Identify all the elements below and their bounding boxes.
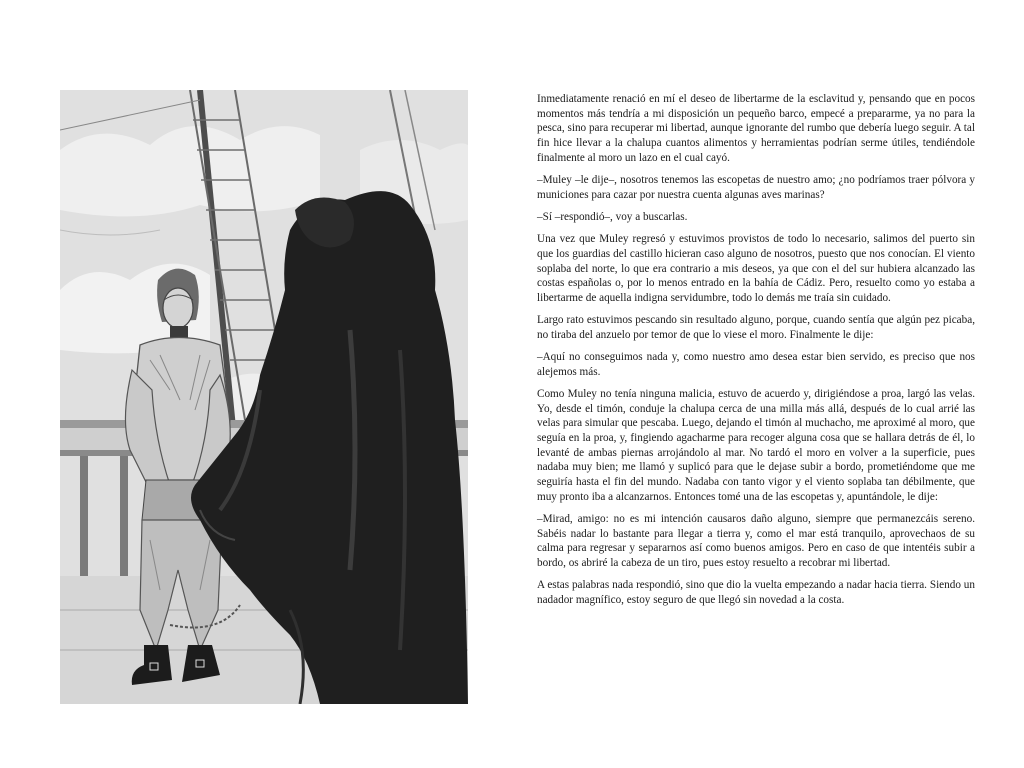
paragraph: Una vez que Muley regresó y estuvimos provistos de todo lo necesario, salimos del puerto sin que los guardias del castillo hicieran caso alguno de nosotros, puesto que nos conocían. El viento soplaba del norte, lo que era contrario a mis deseos, ya que con el del sur hubiera alcanzado las costas españolas o, por lo menos entrado en la bahía de Cádiz. Pero, resuelto como yo estaba a libertarme de aquella indigna servidumbre, todo lo demás me traía sin cuidado. xyxy=(537,233,975,304)
paragraph: –Aquí no conseguimos nada y, como nuestro amo desea estar bien servido, es preciso que nos alejemos más. xyxy=(537,351,975,378)
illustration-drawing xyxy=(60,90,468,704)
paragraph: –Muley –le dije–, nosotros tenemos las escopetas de nuestro amo; ¿no podríamos traer pólvora y municiones para cazar por nuestra cuenta algunas aves marinas? xyxy=(537,174,975,201)
paragraph: –Sí –respondió–, voy a buscarlas. xyxy=(537,210,688,223)
paragraph: Largo rato estuvimos pescando sin resultado alguno, porque, cuando sentía que algún pez picaba, no tiraba del anzuelo por temor de que lo viese el moro. Finalmente le dije: xyxy=(537,314,975,341)
illustration xyxy=(60,90,468,704)
story-text xyxy=(537,92,975,615)
paragraph: Inmediatamente renació en mí el deseo de libertarme de la esclavitud y, pensando que en pocos momentos más tendría a mi disposición un pequeño barco, empecé a prepararme, ya no para la pesca, sino para recuperar mi libertad, aunque ignorante del rumbo que debería luego seguir. A tal fin hice llevar a la chalupa cuantos alimentos y herramientas podrían serme útiles, tendiéndole finalmente al moro un lazo en el cual cayó. xyxy=(537,93,975,164)
paragraph: A estas palabras nada respondió, sino que dio la vuelta empezando a nadar hacia tierra. Siendo un nadador magnífico, estoy seguro de que llegó sin novedad a la costa. xyxy=(537,579,975,607)
paragraph: Como Muley no tenía ninguna malicia, estuvo de acuerdo y, dirigiéndose a proa, largó las velas. Yo, desde el timón, conduje la chalupa cerca de una milla más allá, después de lo cual arrié las velas para simular que pescaba. Luego, dejando el timón al muchacho, me aproximé al moro, que seguía en la proa, y, fingiendo agacharme para recoger alguna cosa que se hallara detrás de él, lo levanté de ambas piernas arrojándolo al mar. No tardó el moro en volver a la superficie, pues nadaba muy bien; me llamó y suplicó para que le dejase subir a bordo, prometiéndome que me seguiría hasta el fin del mundo. Nadaba con tanto vigor y el viento soplaba tan débilmente, que muy pronto iba a alcanzarnos. Entonces tomé una de las escopetas y, apuntándole, le dije: xyxy=(537,387,975,503)
paragraph: –Mirad, amigo: no es mi intención causaros daño alguno, siempre que permanezcáis sereno. Sabéis nadar lo bastante para llegar a tierra y, como el mar está tranquilo, aprovechaos de su calma para regresar y separarnos así como buenos amigos. Pero en caso de que intentéis subir a bordo, os abriré la cabeza de un tiro, pues estoy resuelto a recobrar mi libertad. xyxy=(537,513,975,570)
